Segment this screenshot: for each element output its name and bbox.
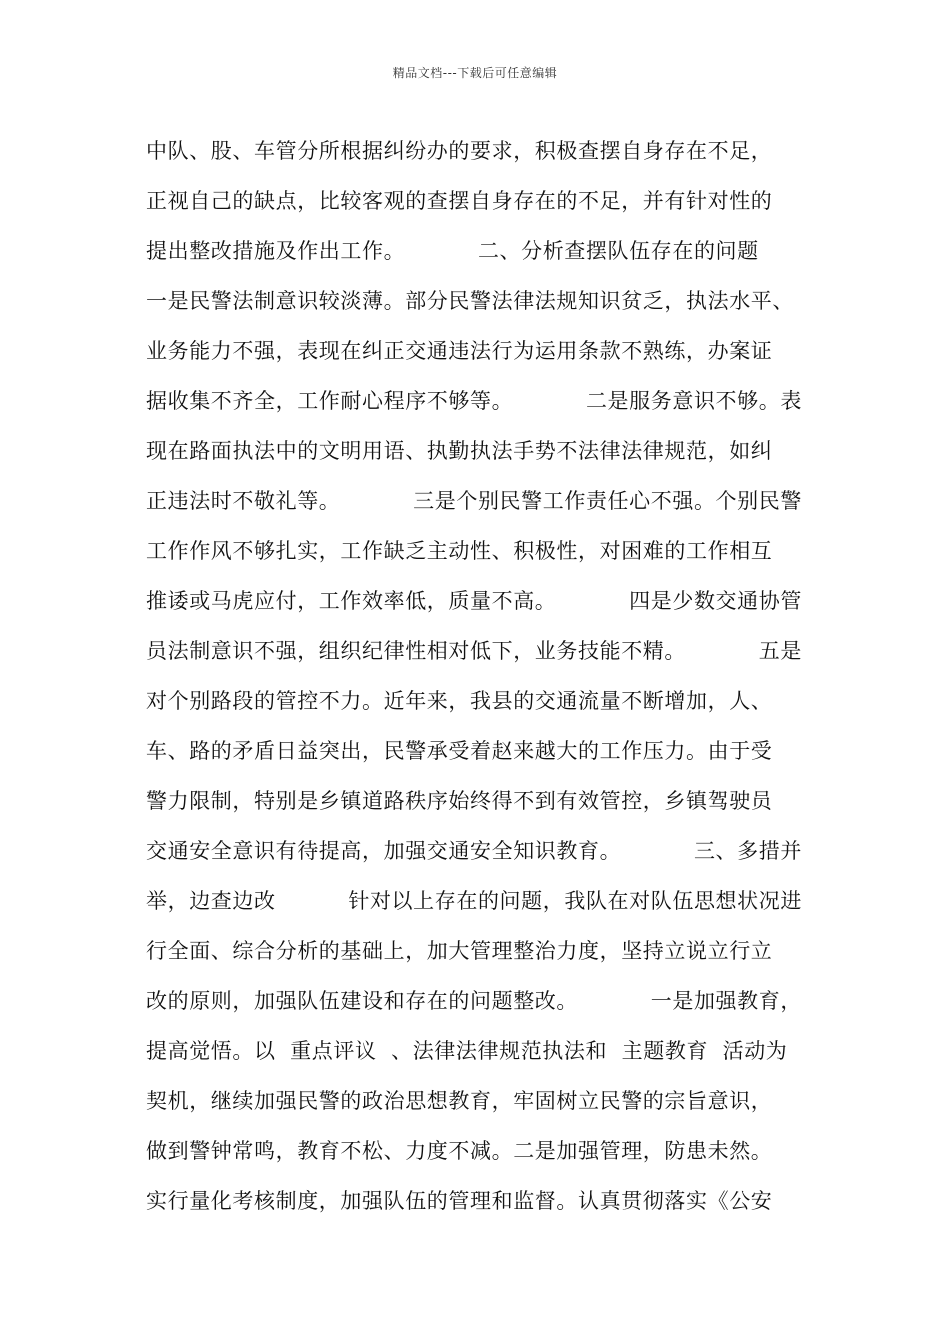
- text-line: 一是民警法制意识较淡薄。部分民警法律法规知识贫乏，执法水平、: [146, 289, 794, 313]
- page-header: 精品文档---下载后可任意编辑: [392, 66, 558, 80]
- text-line: 业务能力不强，表现在纠正交通违法行为运用条款不熟练，办案证: [146, 339, 773, 363]
- text-line: 推诿或马虎应付，工作效率低，质量不高。 四是少数交通协管: [146, 589, 802, 613]
- text-line: 交通安全意识有待提高，加强交通安全知识教育。 三、多措并: [146, 839, 802, 863]
- text-line: 现在路面执法中的文明用语、执勤执法手势不法律法律规范，如纠: [146, 439, 773, 463]
- text-line: 对个别路段的管控不力。近年来，我县的交通流量不断增加，人、: [146, 689, 773, 713]
- text-line: 警力限制，特别是乡镇道路秩序始终得不到有效管控，乡镇驾驶员: [146, 789, 773, 813]
- text-line: 实行量化考核制度，加强队伍的管理和监督。认真贯彻落实《公安: [146, 1189, 773, 1213]
- document-body: [146, 126, 836, 1226]
- text-line: 提出整改措施及作出工作。 二、分析查摆队伍存在的问题: [146, 239, 759, 263]
- text-line: 举，边查边改 针对以上存在的问题，我队在对队伍思想状况进: [146, 889, 802, 913]
- text-line: 做到警钟常鸣，教育不松、力度不减。二是加强管理，防患未然。: [146, 1139, 773, 1163]
- text-line: 中队、股、车管分所根据纠纷办的要求，积极查摆自身存在不足，: [146, 139, 773, 163]
- text-line: 车、路的矛盾日益突出，民警承受着赵来越大的工作压力。由于受: [146, 739, 773, 763]
- text-line: 正违法时不敬礼等。 三是个别民警工作责任心不强。个别民警: [146, 489, 802, 513]
- text-line: 工作作风不够扎实，工作缺乏主动性、积极性，对困难的工作相互: [146, 539, 773, 563]
- text-line: 契机，继续加强民警的政治思想教育，牢固树立民警的宗旨意识，: [146, 1089, 773, 1113]
- text-line: 据收集不齐全，工作耐心程序不够等。 二是服务意识不够。表: [146, 389, 802, 413]
- text-line: 正视自己的缺点，比较客观的查摆自身存在的不足，并有针对性的: [146, 189, 773, 213]
- text-line: 提高觉悟。以 重点评议 、法律法律规范执法和 主题教育 活动为: [146, 1039, 788, 1063]
- text-line: 改的原则，加强队伍建设和存在的问题整改。 一是加强教育，: [146, 989, 802, 1013]
- text-line: 员法制意识不强，组织纪律性相对低下，业务技能不精。 五是: [146, 639, 802, 663]
- text-line: 行全面、综合分析的基础上，加大管理整治力度，坚持立说立行立: [146, 939, 773, 963]
